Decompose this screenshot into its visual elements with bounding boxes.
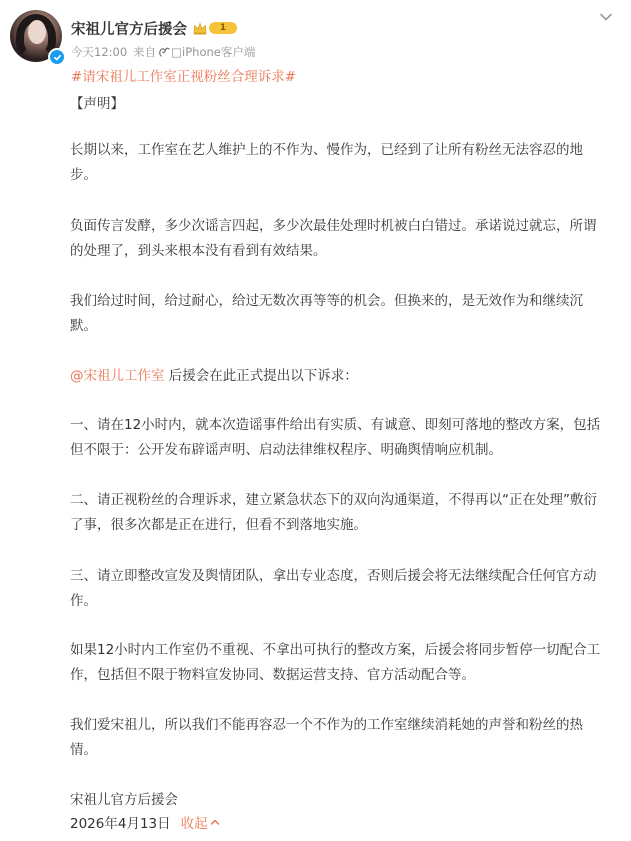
paragraph-1: 长期以来，工作室在艺人维护上的不作为、慢作为，已经到了让所有粉丝无法容忍的地步。 <box>70 142 583 183</box>
member-badge[interactable] <box>193 21 237 35</box>
mention-studio[interactable]: @宋祖儿工作室 <box>70 368 165 384</box>
post-meta <box>71 44 255 60</box>
author-name[interactable]: 宋祖儿官方后援会 <box>71 22 187 38</box>
signature: 宋祖儿官方后援会 <box>70 792 178 808</box>
post-time[interactable]: 今天12:00 <box>71 45 128 59</box>
crown-icon <box>193 22 207 35</box>
verified-check-icon <box>48 48 66 66</box>
paragraph-demand-2: 二、请正视粉丝的合理诉求，建立紧急状态下的双向沟通渠道，不得再以“正在处理”敷衍了事，很多次都是正在进行，但看不到落地实施。 <box>70 492 597 533</box>
post-date-row <box>70 812 220 832</box>
paragraph-demand-1: 一、请在12小时内，就本次造谣事件给出有实质、有诚意、即刻可落地的整改方案，包括但不限于：公开发布辟谣声明、启动法律维权程序、明确舆情响应机制。 <box>70 417 601 458</box>
brand-client-icon <box>158 46 170 58</box>
paragraph-3: 我们给过时间，给过耐心，给过无数次再等等的机会。但换来的，是无效作为和继续沉默。 <box>70 293 583 334</box>
topic-hashtag[interactable]: #请宋祖儿工作室正视粉丝合理诉求# <box>71 69 297 85</box>
paragraph-closing: 我们爱宋祖儿，所以我们不能再容忍一个不作为的工作室继续消耗她的声誉和粉丝的热情。 <box>70 717 583 758</box>
source-client[interactable]: □iPhone客户端 <box>171 45 256 59</box>
avatar-face <box>28 20 46 44</box>
collapse-label: 收起 <box>180 816 208 832</box>
collapse-button[interactable] <box>181 812 220 832</box>
paragraph-demand-3: 三、请立即整改宣发及舆情团队，拿出专业态度，否则后援会将无法继续配合任何官方动作。 <box>70 568 597 609</box>
paragraph-warning: 如果12小时内工作室仍不重视、不拿出可执行的整改方案，后援会将同步暂停一切配合工作，包括但不限于物料宣发协同、数据运营支持、官方活动配合等。 <box>70 642 601 683</box>
paragraph-4-text: 后援会在此正式提出以下诉求： <box>164 368 358 384</box>
chevron-up-icon <box>210 818 220 826</box>
chevron-down-icon[interactable] <box>599 12 613 22</box>
source-prefix: 来自 <box>133 45 157 59</box>
paragraph-declaration: 【声明】 <box>70 96 124 112</box>
member-level: 1 <box>209 22 237 34</box>
paragraph-2: 负面传言发酵，多少次谣言四起，多少次最佳处理时机被白白错过。承诺说过就忘，所谓的处理了，到头来根本没有看到有效结果。 <box>70 218 597 259</box>
post-date: 2026年4月13日 <box>70 816 171 832</box>
paragraph-4 <box>70 364 605 389</box>
